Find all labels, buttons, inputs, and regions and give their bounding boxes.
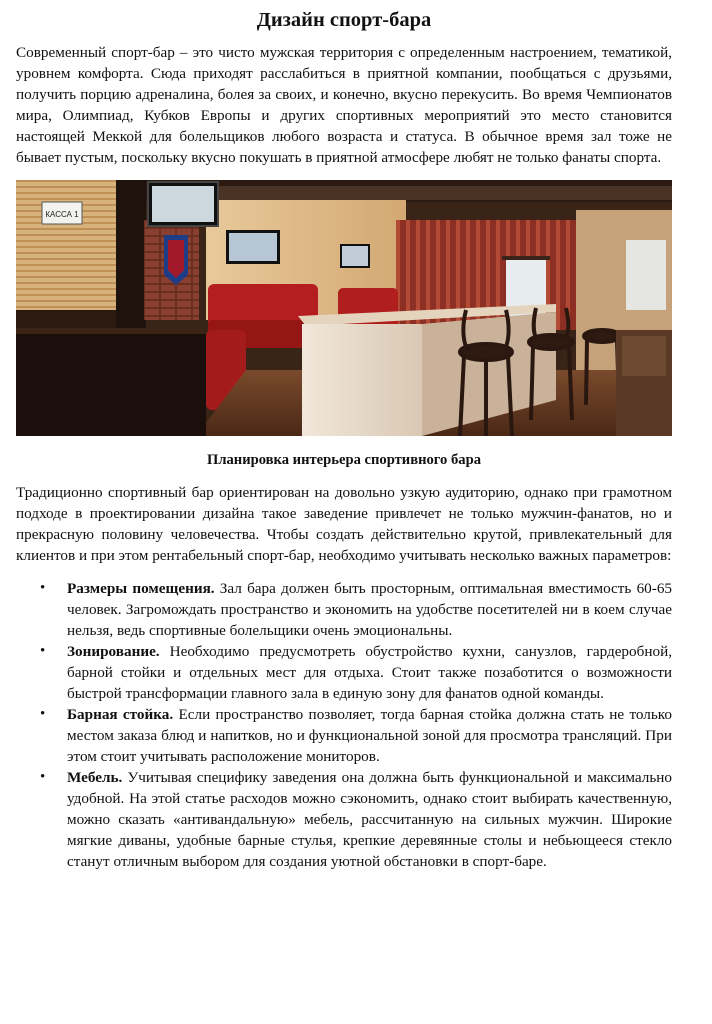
list-term: Барная стойка. — [67, 706, 174, 723]
list-term: Мебель. — [67, 769, 123, 786]
sports-bar-interior-photo — [16, 180, 672, 436]
body-paragraph: Традиционно спортивный бар ориентирован на довольно узкую аудиторию, однако при грамотном подходе в проектировании дизайна такое заведение привлечет не только мужчин-фанатов, но и прекрасную половину человечества. Чтобы создать действительно крутой, привлекательный для клиентов и при этом рентабельный спорт-бар, необходимо учитывать несколько важных параметров: — [16, 484, 672, 564]
list-text: Зал бара должен быть просторным, оптимальная вместимость 60-65 человек. Загромождать пространство и экономить на удобстве посетителей ни в коем случае нельзя, ведь спортивные болельщики очень эмоциональны. — [67, 580, 673, 639]
parameters-list — [16, 578, 672, 872]
list-item-zoning — [16, 641, 672, 704]
intro-paragraph: Современный спорт-бар – это чисто мужская территория с определенным настроением, тематикой, уровнем комфорта. Сюда приходят расслабиться в приятной компании, пообщаться с друзьями, получить порцию адреналина, болея за своих, и конечно, вкусно перекусить. Во время Чемпионатов мира, Олимпиад, Кубков Европы и других спортивных мероприятий это место становится настоящей Меккой для болельщиков любого возраста и статуса. В обычное время зал тоже не бывает пустым, поскольку вкусно покушать в приятной атмосфере любят не только фанаты спорта. — [16, 44, 672, 166]
list-item-furniture — [16, 767, 672, 872]
cashier-sign-text: КАССА 1 — [45, 210, 79, 219]
document-page — [16, 6, 672, 872]
list-text: Учитывая специфику заведения она должна быть функциональной и максимально удобной. На этой статье расходов можно сэкономить, однако стоит выбирать качественную, можно сказать «антивандальную» мебель, рассчитанную на сильных мужчин. Широкие мягкие диваны, удобные барные стулья, крепкие деревянные столы и небьющееся стекло станут отличным выбором для создания уютной обстановки в спорт-баре. — [67, 769, 672, 870]
bullet-icon: • — [40, 580, 46, 596]
list-text: Если пространство позволяет, тогда барная стойка должна стать не только местом заказа блюд и напитков, но и функциональной зоной для просмотра трансляций. При этом стоит учитывать расположение мониторов. — [67, 706, 672, 765]
bullet-icon: • — [40, 643, 46, 659]
list-term: Размеры помещения. — [67, 580, 215, 597]
list-text: Необходимо предусмотреть обустройство кухни, санузлов, гардеробной, барной стойки и отдельных мест для отдыха. Стоит также позаботится о возможности быстрой трансформации главного зала в единую зону для фанатов одной команды. — [67, 643, 672, 702]
list-item-bar-counter — [16, 704, 672, 767]
bullet-icon: • — [40, 769, 46, 785]
document-title: Дизайн спорт-бара — [256, 9, 432, 31]
photo-caption: Планировка интерьера спортивного бара — [206, 452, 482, 468]
list-term: Зонирование. — [67, 643, 160, 660]
list-item-room-size — [16, 578, 672, 641]
bullet-icon: • — [40, 706, 46, 722]
